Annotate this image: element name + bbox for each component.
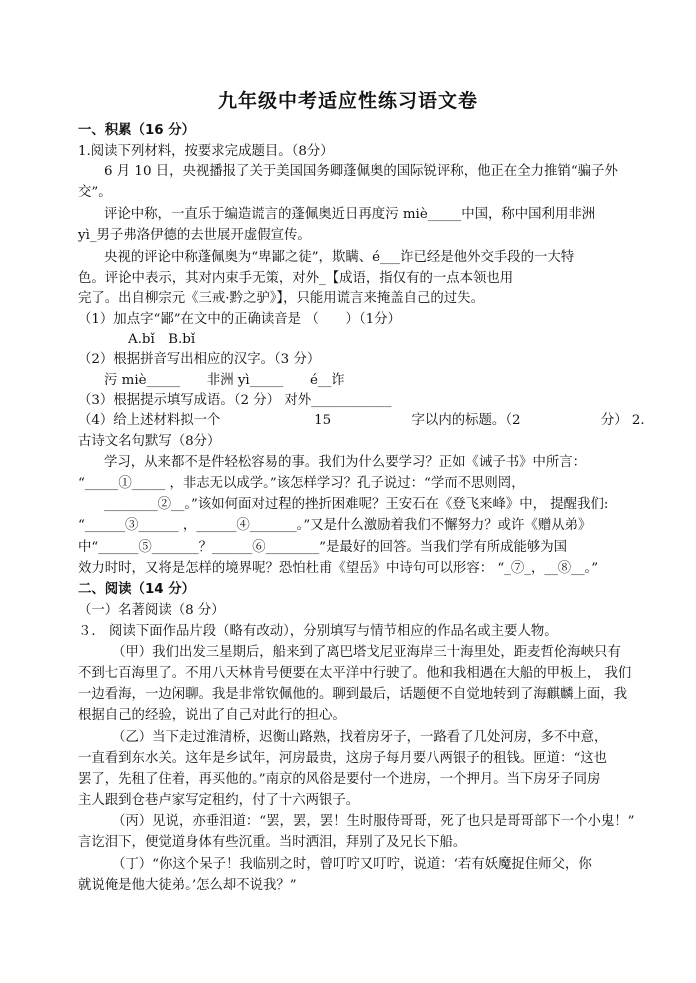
question-1-1-options: A.bǐ B.bǐ bbox=[128, 332, 196, 347]
section-heading-accumulation: 一、积累（16 分） bbox=[78, 123, 196, 138]
question-1-1: （1）加点字“鄙”在文中的正确读音是 （ ）（1分） bbox=[78, 312, 401, 327]
excerpt-c-line-1: （丙）见说，亦垂泪道：“罢，罢，罢！生时服侍哥哥，死了也只是哥哥部下一个小鬼！” bbox=[112, 814, 635, 829]
excerpt-a-line-4: 根据自己的经验，说出了自己对此行的担心。 bbox=[78, 708, 346, 723]
poetry-blank-5-6: 中“______⑤_______？______⑥________”是最好的回答。当我们学有所成能够为国 bbox=[78, 540, 568, 555]
excerpt-b-line-3: 罢了，先租了住着，再买他的。”南京的风俗是要付一个进房，一个押月。当下房牙子同房 bbox=[78, 772, 601, 787]
material-paragraph-3-end: 完了。出自柳宗元《三戒·黔之驴》】，只能用谎言来掩盖自己的过失。 bbox=[78, 291, 484, 306]
question-1-3: （3）根据提示填写成语。（2 分） 对外____________ bbox=[78, 393, 392, 408]
material-paragraph-2: 评论中称，一直乐于编造谎言的蓬佩奥近日再度污 miè_____中国，称中国利用非洲 bbox=[104, 207, 596, 222]
excerpt-b-line-1: （乙）当下走过淮清桥，迟衡山路熟，找着房牙子，一路看了几处河房，多不中意， bbox=[112, 730, 608, 745]
excerpt-d-line-1: （丁）“你这个呆子！我临别之时，曾叮咛又叮咛，说道：‘若有妖魔捉住师父，你 bbox=[112, 857, 592, 872]
question-1-2: （2）根据拼音写出相应的汉字。（3 分） bbox=[78, 352, 321, 367]
subsection-classics: （一）名著阅读（8 分） bbox=[78, 603, 225, 618]
excerpt-a-line-3: 一边看海，一边闲聊。我是非常钦佩他的。聊到最后，话题便不自觉地转到了海麒麟上面，我 bbox=[78, 687, 628, 702]
question-3-heading: ３． 阅读下面作品片段（略有改动），分别填写与情节相应的作品名或主要人物。 bbox=[78, 624, 558, 639]
excerpt-a-line-1: （甲）我们出发三星期后，船来到了离巴塔戈尼亚海岸三十海里处，距麦哲伦海峡只有 bbox=[112, 645, 621, 660]
material-paragraph-1: 6 月 10 日，央视播报了关于美国国务卿蓬佩奥的国际锐评称，他正在全力推销“骗子外 bbox=[104, 164, 618, 179]
excerpt-a-line-2: 不到七百海里了。不用八天林肯号便要在太平洋中行驶了。他和我相遇在大船的甲板上， 我们 bbox=[78, 666, 632, 681]
question-2-heading: 古诗文名句默写（8分） bbox=[78, 434, 221, 449]
excerpt-c-line-2: 言讫泪下，便觉道身体有些沉重。当时洒泪，拜别了及兄长下船。 bbox=[78, 835, 467, 850]
excerpt-b-line-2: 一直看到东水关。这年是乡试年，河房最贵，这房子每月要八两银子的租钱。匣道：“这也 bbox=[78, 751, 608, 766]
excerpt-d-line-2: 就说俺是他大徒弟。’怎么却不说我？” bbox=[78, 878, 297, 893]
question-1-2-blanks: 污 miè_____ 非洲 yì_____ é__诈 bbox=[104, 373, 345, 388]
poetry-blank-2: ________②__。”该如何面对过程的挫折困难呢？王安石在《登飞来峰》中， 提醒我们: bbox=[104, 497, 609, 512]
poetry-blank-3-4: “______③______ ，______④_______。”又是什么激励着我们不懈努力？或许《赠从弟》 bbox=[78, 518, 592, 533]
excerpt-b-line-4: 主人跟到仓巷卢家写定租约，付了十六两银子。 bbox=[78, 793, 360, 808]
poetry-blank-7-8: 效力时时，又将是怎样的境界呢？恐怕杜甫《望岳》中诗句可以形容： “_⑦_，__⑧__。” bbox=[78, 561, 599, 576]
material-paragraph-3: 央视的评论中称蓬佩奥为“卑鄙之徒”，欺瞒、é___诈已经是他外交手段的一大特 bbox=[104, 250, 575, 265]
poetry-paragraph: 学习，从来都不是件轻松容易的事。我们为什么要学习？正如《诫子书》中所言： bbox=[104, 455, 587, 470]
poetry-blank-1: “_____①_____ ，非志无以成学。”该怎样学习？孔子说过：“学而不思则罔， bbox=[78, 476, 525, 491]
material-paragraph-3-cont: 色。评论中表示，其对内束手无策，对外_【成语，指仅有的一点本领也用 bbox=[78, 271, 514, 286]
section-heading-reading: 二、阅读（14 分） bbox=[78, 582, 196, 597]
question-1-4: （4）给上述材料拟一个 15 字以内的标题。（2 分） 2. bbox=[78, 413, 645, 428]
material-paragraph-2-end: yì_男子弗洛伊德的去世展开虚假宣传。 bbox=[78, 228, 311, 243]
question-1-heading: 1.阅读下列材料，按要求完成题目。（8分） bbox=[78, 144, 334, 159]
page-title: 九年级中考适应性练习语文卷 bbox=[217, 90, 478, 112]
material-paragraph-1-end: 交”。 bbox=[78, 185, 112, 200]
